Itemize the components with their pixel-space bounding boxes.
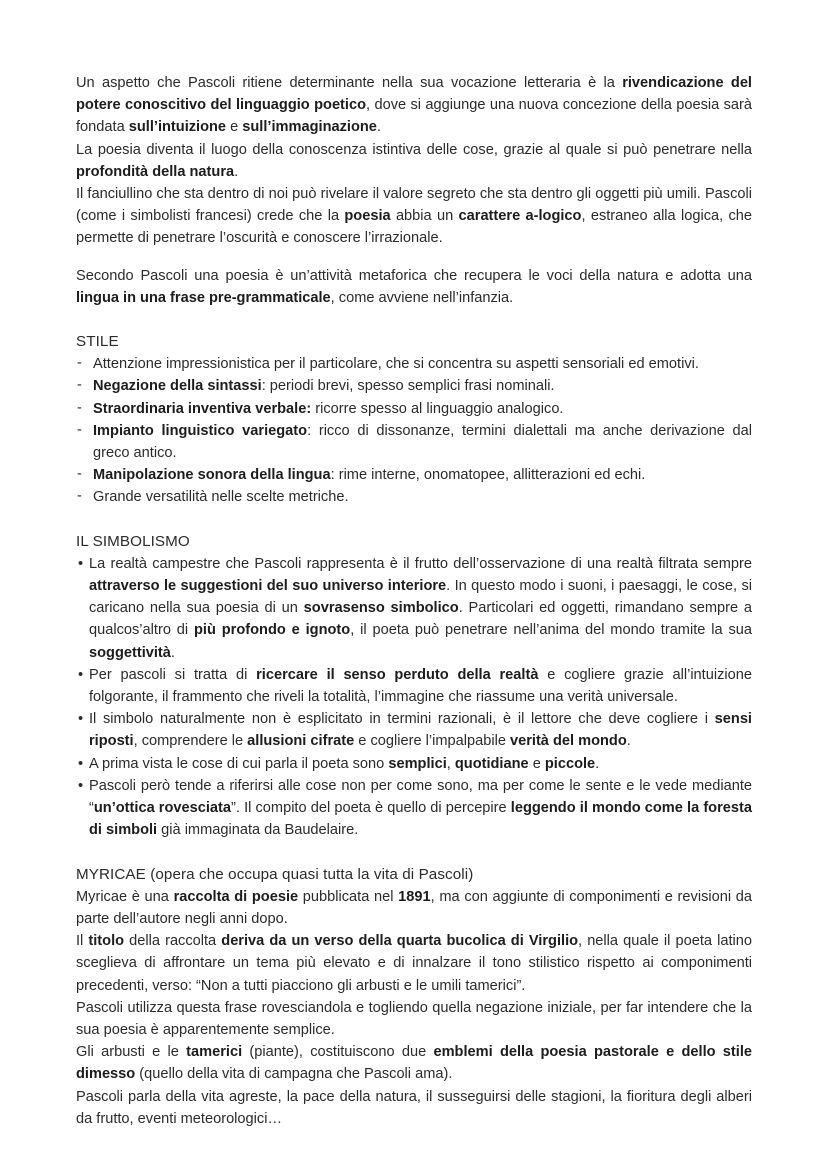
text-run: Un aspetto che Pascoli ritiene determinante nella sua vocazione letteraria è la <box>76 75 623 91</box>
list-item-senso-perduto <box>76 664 752 708</box>
text-run: della raccolta <box>124 933 222 950</box>
list-item-text <box>93 467 645 483</box>
paragraph-attivita-metaforica <box>76 265 752 309</box>
bullet-dot-icon: • <box>78 711 84 728</box>
text-run: , come avviene nell’infanzia. <box>330 289 514 306</box>
list-item-text <box>89 667 752 705</box>
bold-run: profondità della natura <box>76 163 235 180</box>
bold-run: Negazione della sintassi <box>93 378 262 395</box>
list-item-versatilita-metrica <box>76 486 752 508</box>
list-item-manipolazione-sonora <box>76 464 752 486</box>
text-run: La realtà campestre che Pascoli rappresenta è il frutto dell’osservazione di una realtà filtrata sempre <box>89 555 752 572</box>
bullet-dot-icon: • <box>78 555 84 572</box>
text-run: : ricco di dissonanze, termini dialettali ma anche derivazione dal greco antico. <box>93 422 752 462</box>
spacer-before-simbolismo <box>76 509 752 531</box>
bold-run: Impianto linguistico variegato <box>93 422 308 439</box>
bold-run: deriva da un verso della quarta bucolica di Virgilio <box>221 933 579 950</box>
bullet-dash-icon: - <box>77 399 82 416</box>
list-item-inventiva-verbale <box>76 398 752 420</box>
bold-run: titolo <box>88 933 125 950</box>
bold-run: attraverso le suggestioni del suo universo interiore <box>89 578 447 595</box>
bold-run: Straordinaria inventiva verbale: <box>93 400 312 417</box>
text-run: Gli arbusti e le <box>76 1044 187 1061</box>
bold-run: Manipolazione sonora della lingua <box>93 467 331 484</box>
bold-run: emblemi della poesia pastorale e dello stile dimesso <box>76 1044 753 1083</box>
list-item-impianto-linguistico <box>76 420 752 464</box>
bold-run: lingua in una frase pre-grammaticale <box>76 289 331 306</box>
list-item-realta-campestre <box>76 553 752 664</box>
bullet-dash-icon: - <box>77 421 82 438</box>
bold-run: 1891 <box>398 888 431 905</box>
paragraph-frase-rovesciata <box>76 997 752 1041</box>
list-item-text <box>93 423 752 461</box>
text-run: , ma con aggiunte di componimenti e revisioni da parte dell’autore negli anni dopo. <box>76 888 752 927</box>
bold-run: verità del mondo <box>509 733 627 750</box>
bold-run: allusioni cifrate <box>247 733 355 750</box>
bold-run: raccolta di poesie <box>173 888 299 905</box>
text-run: pubblicata nel <box>298 888 399 905</box>
list-stile <box>76 353 752 508</box>
text-run: . <box>595 755 600 772</box>
list-simbolismo <box>76 553 752 842</box>
text-run: , comprendere le <box>133 733 248 750</box>
text-run: , il poeta può penetrare nell’anima del mondo tramite la sua <box>350 622 752 639</box>
text-run: . Particolari ed oggetti, rimandano sempre a qualcos’altro di <box>89 600 752 639</box>
bold-run: leggendo il mondo come la foresta di simboli <box>89 800 752 839</box>
text-run: abbia un <box>390 208 459 225</box>
bold-run: più profondo e ignoto <box>194 622 351 639</box>
text-run: MYRICAE (opera che occupa quasi tutta la vita di Pascoli) <box>76 865 474 883</box>
bullet-dot-icon: • <box>78 666 84 683</box>
heading-il-simbolismo <box>76 531 752 553</box>
text-run: . In questo modo i suoni, i paesaggi, le cose, si caricano nella sua poesia di un <box>89 578 752 617</box>
text-run: e cogliere l’impalpabile <box>354 733 510 750</box>
bullet-dash-icon: - <box>77 466 82 483</box>
bold-run: sovrasenso simbolico <box>303 600 459 617</box>
list-item-text <box>93 401 564 417</box>
list-item-text <box>93 356 699 372</box>
text-run: Il simbolo naturalmente non è esplicitato in termini razionali, è il lettore che deve cogliere i <box>89 711 715 728</box>
text-run: e cogliere grazie all’intuizione folgorante, il frammento che riveli la totalità, l’immagine che riassume una verità universale. <box>89 666 752 706</box>
bold-run: tamerici <box>186 1044 243 1061</box>
text-run: : periodi brevi, spesso semplici frasi nominali. <box>261 378 555 395</box>
list-item-text <box>89 778 752 838</box>
bold-run: quotidiane <box>454 755 529 772</box>
text-run: IL SIMBOLISMO <box>76 532 190 550</box>
document-body <box>76 72 752 1130</box>
bullet-dot-icon: • <box>78 777 84 794</box>
list-item-negazione-sintassi <box>76 375 752 397</box>
bold-run: rivendicazione del potere conoscitivo del linguaggio poetico <box>76 75 752 114</box>
text-run: Il <box>76 933 89 950</box>
text-run: Pascoli però tende a riferirsi alle cose non per come sono, ma per come le sente e le vede mediante “ <box>89 777 752 817</box>
text-run: ”. Il compito del poeta è quello di percepire <box>231 800 511 817</box>
bold-run: soggettività <box>89 644 171 661</box>
text-run: Per pascoli si tratta di <box>89 666 257 683</box>
paragraph-fanciullino <box>76 183 752 250</box>
text-run: e <box>226 119 243 136</box>
list-item-cose-semplici <box>76 753 752 775</box>
list-item-text <box>93 378 555 394</box>
bold-run: un’ottica rovesciata <box>93 800 232 817</box>
bold-run: poesia <box>344 208 391 225</box>
text-run: (quello della vita di campagna che Pascoli ama). <box>135 1066 453 1083</box>
bold-run: carattere a-logico <box>458 208 582 225</box>
bullet-dash-icon: - <box>77 355 82 372</box>
text-run: (piante), costituiscono due <box>242 1044 434 1061</box>
list-item-text <box>89 711 752 749</box>
heading-stile <box>76 331 752 353</box>
text-run: . <box>626 733 631 750</box>
text-run: . <box>170 644 175 661</box>
text-run: Myricae è una <box>76 888 174 905</box>
text-run: A prima vista le cose di cui parla il poeta sono <box>89 755 389 772</box>
bold-run: semplici <box>388 755 447 772</box>
paragraph-raccolta-1891 <box>76 886 752 930</box>
bullet-dash-icon: - <box>77 488 82 505</box>
text-run: , dove si aggiunge una nuova concezione della poesia sarà fondata <box>76 97 753 136</box>
list-item-ottica-rovesciata <box>76 775 752 842</box>
text-run: STILE <box>76 333 119 351</box>
list-item-attenzione-impressionistica <box>76 353 752 375</box>
text-run: Il fanciullino che sta dentro di noi può rivelare il valore segreto che sta dentro gli oggetti più umili. Pascoli (come i simbolisti francesi) crede che la <box>76 186 752 225</box>
paragraph-tamerici-emblemi <box>76 1041 752 1085</box>
bold-run: sensi riposti <box>89 711 752 750</box>
text-run: Secondo Pascoli una poesia è un’attività metaforica che recupera le voci della natura e adotta una <box>76 267 752 284</box>
text-run: . <box>234 163 239 180</box>
list-item-text <box>89 756 599 772</box>
text-run: La poesia diventa il luogo della conoscenza istintiva delle cose, grazie al quale si può penetrare nella <box>76 141 752 158</box>
list-item-text <box>93 489 349 505</box>
spacer-before-stile <box>76 309 752 331</box>
list-item-simbolo-non-esplicitato <box>76 708 752 752</box>
text-run: . <box>376 119 381 136</box>
paragraph-poesia-conoscenza <box>76 139 752 183</box>
bold-run: piccole <box>544 755 596 772</box>
text-run: e <box>528 755 545 772</box>
text-run: Grande versatilità nelle scelte metriche. <box>93 489 349 506</box>
text-run: Pascoli utilizza questa frase rovesciandola e togliendo quella negazione iniziale, per far intendere che la sua poesia è apparentemente semplice. <box>76 999 752 1038</box>
text-run: , estraneo alla logica, che permette di penetrare l’oscurità e conoscere l’irrazionale. <box>76 208 753 247</box>
paragraph-rivendicazione <box>76 72 752 139</box>
bullet-dot-icon: • <box>78 755 84 772</box>
text-run: Pascoli parla della vita agreste, la pace della natura, il susseguirsi delle stagioni, la fioritura degli alberi da frutto, eventi meteorologici… <box>76 1088 752 1127</box>
text-run: ricorre spesso al linguaggio analogico. <box>311 400 564 417</box>
text-run: , <box>446 755 455 772</box>
bold-run: sull’immaginazione <box>242 119 377 136</box>
text-run: : rime interne, onomatopee, allitterazioni ed echi. <box>330 467 646 484</box>
bold-run: sull’intuizione <box>128 119 227 136</box>
heading-myricae <box>76 864 752 886</box>
text-run: Attenzione impressionistica per il particolare, che si concentra su aspetti sensoriali ed emotivi. <box>93 356 699 373</box>
list-item-text <box>89 556 752 661</box>
paragraph-titolo-virgilio <box>76 930 752 997</box>
bullet-dash-icon: - <box>77 377 82 394</box>
text-run: già immaginata da Baudelaire. <box>157 822 359 839</box>
spacer-before-myricae <box>76 842 752 864</box>
paragraph-vita-agreste <box>76 1086 752 1130</box>
bold-run: ricercare il senso perduto della realtà <box>256 666 539 683</box>
text-run: , nella quale il poeta latino sceglieva di affrontare un tema più elevato e di innalzare il tono stilistico rispetto ai componimenti precedenti, verso: “Non a tutti piacciono gli arbusti e le umili tamerici”. <box>76 933 752 994</box>
